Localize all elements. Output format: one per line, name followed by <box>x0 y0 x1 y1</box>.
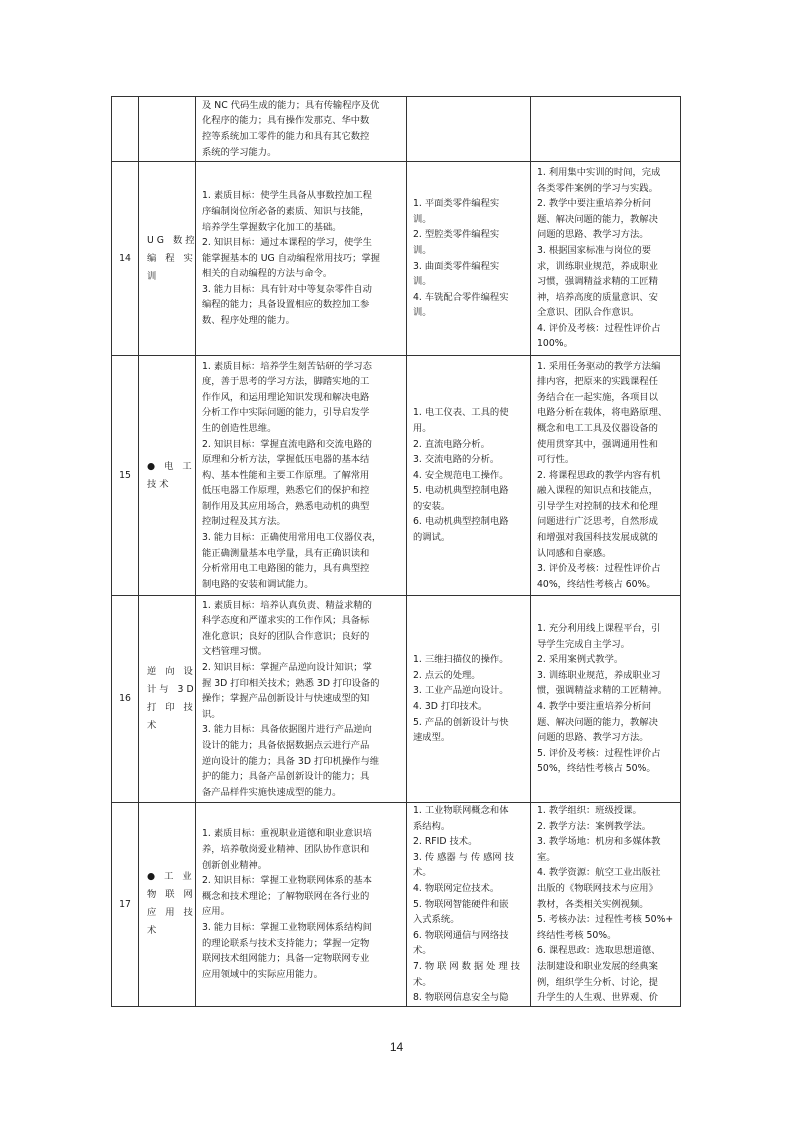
requirement-line: 4. 评价及考核：过程性评价占 <box>537 322 661 334</box>
course-number-cell <box>112 803 139 1007</box>
objective-line: 概念和技术理论；了解物联网在各行业的 <box>202 890 370 902</box>
requirement-line: 各类零件案例的学习与实践。 <box>537 182 658 194</box>
requirement-line: 和增强对我国科技发展成就的 <box>537 532 658 544</box>
objective-line: 设计的能力；具备依据数据点云进行产品 <box>202 739 370 751</box>
objective-line: 能正确测量基本电学量，具有正确识读和 <box>202 547 370 559</box>
course-name-cell <box>139 97 196 162</box>
objective-line: 控制过程及其方法。 <box>202 516 286 528</box>
course-number: 15 <box>119 469 131 481</box>
objective-line: 握 3D 打印相关技术；熟悉 3D 打印设备的 <box>202 677 380 689</box>
requirement-line: 出版的《物联网技术与应用》 <box>537 882 658 894</box>
requirement-line: 3. 评价及考核：过程性评价占 <box>537 563 661 575</box>
content-line: 4. 安全规范电工操作。 <box>413 469 509 481</box>
objective-line: 2. 知识目标：掌握产品逆向设计知识；掌 <box>202 662 372 674</box>
objective-line: 护的能力；具备产品创新设计的能力；具 <box>202 771 370 783</box>
content-line: 1. 平面类零件编程实 <box>413 198 500 210</box>
requirement-line: 问题进行广泛思考，自然形成 <box>537 516 658 528</box>
content-line: 4. 3D 打印技术。 <box>413 701 488 712</box>
content-line: 1. 三维扫描仪的操作。 <box>413 654 509 666</box>
objective-line: 2. 知识目标：通过本课程的学习，使学生 <box>202 237 372 249</box>
content-line: 速成型。 <box>413 732 451 744</box>
objectives-cell <box>196 97 407 162</box>
course-number-cell <box>112 97 139 162</box>
course-name-cell <box>139 162 196 356</box>
objective-line: 度，善于思考的学习方法，脚踏实地的工 <box>202 376 370 388</box>
objective-line: 控等系统加工零件的能力和具有其它数控 <box>202 131 370 142</box>
requirement-line: 电路分析在载体，将电路原理、 <box>537 407 668 419</box>
course-name-line: 术 <box>147 925 160 937</box>
requirement-line: 求，训练职业规范，养成职业 <box>537 260 658 272</box>
objective-line: 1. 素质目标：培养学生刻苦钻研的学习态 <box>202 360 372 372</box>
objective-line: 备产品样件实施快速成型的能力。 <box>202 786 342 798</box>
course-name-line: UG 数控 <box>147 234 198 246</box>
content-line: 3. 工业产品逆向设计。 <box>413 685 509 697</box>
requirement-line: 5. 考核办法：过程性考核 50%+ <box>537 914 674 926</box>
objective-line: 作作风，和运用理论知识发现和解决电路 <box>202 391 370 403</box>
objective-line: 2. 知识目标：掌握工业物联网体系的基本 <box>202 875 372 887</box>
requirement-line: 导学生完成自主学习。 <box>537 638 630 650</box>
content-line: 5. 物联网智能硬件和嵌 <box>413 898 509 910</box>
content-line: 的安装。 <box>413 500 451 512</box>
course-number-cell <box>112 356 139 596</box>
objective-line: 3. 能力目标：掌握工业物联网体系结构间 <box>202 921 372 933</box>
course-number-cell <box>112 596 139 803</box>
content-line: 训。 <box>413 307 432 319</box>
requirement-line: 教材，各类相关实例视频。 <box>537 898 649 910</box>
requirement-line: 1. 采用任务驱动的教学方法编 <box>537 360 661 372</box>
content-line: 2. 型腔类零件编程实 <box>413 229 500 241</box>
requirement-line: 3. 根据国家标准与岗位的要 <box>537 244 652 256</box>
requirement-line: 4. 教学中要注重培养分析问 <box>537 701 652 712</box>
content-line: 3. 交流电路的分析。 <box>413 454 500 466</box>
objective-line: 1. 素质目标：使学生具备从事数控加工程 <box>202 190 372 202</box>
content-line: 1. 工业物联网概念和体 <box>413 805 509 816</box>
requirement-line: 神，培养高度的质量意识、安 <box>537 291 658 303</box>
requirement-line: 融入课程的知识点和技能点， <box>537 485 658 497</box>
requirement-line: 务结合在一起实施，各项目以 <box>537 391 658 403</box>
course-name-line: 逆 向 设 <box>147 666 196 677</box>
objective-line: 的理论联系与技术支持能力；掌握一定物 <box>202 937 370 949</box>
objective-line: 科学态度和严谨求实的工作作风；具备标 <box>202 615 370 627</box>
objectives-cell <box>196 803 407 1007</box>
objective-line: 1. 素质目标：重视职业道德和职业意识培 <box>202 828 372 840</box>
course-name-line: ● 电 工 <box>147 460 195 472</box>
course-name-line: 编 程 实 <box>147 252 196 264</box>
requirement-line: 3. 训练职业规范，养成职业习 <box>537 669 661 681</box>
content-line: 4. 物联网定位技术。 <box>413 882 500 894</box>
content-line: 2. 直流电路分析。 <box>413 438 490 450</box>
requirement-line: 问题的思路、教学习方法。 <box>537 229 649 241</box>
requirement-line: 5. 评价及考核：过程性评价占 <box>537 747 661 759</box>
content-line: 6. 物联网通信与网络技 <box>413 929 509 941</box>
objective-line: 逆向设计的能力；具备 3D 打印机操作与维 <box>202 755 380 767</box>
course-name-line: 物 联 网 <box>147 889 196 901</box>
objective-line: 数、程序处理的能力。 <box>202 315 295 327</box>
course-name-line: 训 <box>147 270 160 282</box>
content-line: 的调试。 <box>413 532 451 544</box>
content-line: 8. 物联网信息安全与隐 <box>413 992 509 1004</box>
page-number: 14 <box>389 1040 404 1054</box>
requirement-line: 1. 充分利用线上课程平台，引 <box>537 623 661 635</box>
requirement-line: 例，组织学生分析、讨论，提 <box>537 976 658 988</box>
content-line: 3. 传 感器 与 传 感网 技 <box>413 851 514 863</box>
course-name-line: 计与 3D <box>147 684 197 695</box>
table-row <box>112 356 681 596</box>
objectives-cell <box>196 596 407 803</box>
table-row <box>112 596 681 803</box>
objective-line: 化程序的能力；具有操作发那克、华中数 <box>202 115 370 127</box>
content-line: 术。 <box>413 945 432 957</box>
objectives-cell <box>196 162 407 356</box>
table-row <box>112 803 681 1007</box>
content-line: 训。 <box>413 244 432 256</box>
objective-line: 操作；掌握产品创新设计与快速成型的知 <box>202 693 370 705</box>
course-name-cell <box>139 596 196 803</box>
requirement-line: 50%，终结性考核占 50%。 <box>537 763 656 775</box>
course-name-line: 打 印 技 <box>147 702 196 713</box>
objective-line: 制电路的安装和调试能力。 <box>202 578 314 590</box>
objective-line: 3. 能力目标：正确使用常用电工仪器仪表， <box>202 532 382 544</box>
objective-line: 相关的自动编程的方法与命令。 <box>202 268 333 280</box>
objective-line: 3. 能力目标：具有针对中等复杂零件自动 <box>202 283 372 295</box>
course-name-line: 应 用 技 <box>147 907 196 919</box>
objective-line: 低压电器工作原理，熟悉它们的保护和控 <box>202 485 370 497</box>
course-name-line: 术 <box>147 720 160 731</box>
requirements-cell <box>531 162 681 356</box>
objective-line: 原理和分析方法，掌握低压电器的基本结 <box>202 454 370 466</box>
requirement-line: 室。 <box>537 851 556 863</box>
requirements-cell <box>531 596 681 803</box>
course-name-cell <box>139 356 196 596</box>
table-row <box>112 97 681 162</box>
requirement-line: 全意识、团队合作意识。 <box>537 307 640 319</box>
course-name-cell <box>139 803 196 1007</box>
objective-line: 创新创业精神。 <box>202 859 268 871</box>
content-line: 5. 产品的创新设计与快 <box>413 716 509 728</box>
requirement-line: 4. 教学资源：航空工业出版社 <box>537 867 661 879</box>
course-number: 17 <box>119 898 131 910</box>
content-line: 训。 <box>413 213 432 225</box>
table-row <box>112 162 681 356</box>
content-line: 3. 曲面类零件编程实 <box>413 260 500 272</box>
requirement-line: 2. 教学中要注重培养分析问 <box>537 198 652 210</box>
course-name-line: ● 工 业 <box>147 871 195 883</box>
objective-line: 序编制岗位所必备的素质、知识与技能， <box>202 205 370 217</box>
requirement-line: 1. 利用集中实训的时间，完成 <box>537 166 661 178</box>
requirement-line: 升学生的人生观、世界观、价 <box>537 992 658 1004</box>
content-line: 2. 点云的处理。 <box>413 669 481 681</box>
curriculum-table <box>111 96 681 1007</box>
objective-line: 能掌握基本的 UG 自动编程常用技巧；掌握 <box>202 252 380 264</box>
objective-line: 构、基本性能和主要工作原理。了解常用 <box>202 469 370 481</box>
objective-line: 培养学生掌握数字化加工的基础。 <box>202 221 342 233</box>
content-line: 2. RFID 技术。 <box>413 836 478 848</box>
objectives-cell <box>196 356 407 596</box>
content-cell <box>407 803 531 1007</box>
requirements-cell <box>531 803 681 1007</box>
requirement-line: 2. 将课程思政的教学内容有机 <box>537 469 661 481</box>
objective-line: 生的创造性思维。 <box>202 422 277 434</box>
requirement-line: 100%。 <box>537 338 573 350</box>
course-number-cell <box>112 162 139 356</box>
content-line: 术。 <box>413 976 432 988</box>
requirement-line: 排内容，把原来的实践课程任 <box>537 376 658 388</box>
objective-line: 1. 素质目标：培养认真负责、精益求精的 <box>202 599 372 611</box>
objective-line: 编程的能力；具备设置相应的数控加工参 <box>202 299 370 311</box>
objective-line: 3. 能力目标：具备依据图片进行产品逆向 <box>202 724 372 736</box>
content-line: 训。 <box>413 276 432 288</box>
requirement-line: 习惯，强调精益求精的工匠精 <box>537 276 658 288</box>
objective-line: 应用领域中的实际应用能力。 <box>202 968 323 980</box>
objective-line: 2. 知识目标：掌握直流电路和交流电路的 <box>202 438 372 450</box>
requirement-line: 1. 教学组织：班级授课。 <box>537 805 642 816</box>
content-line: 7. 物 联 网 数 据 处 理 技 <box>413 960 520 972</box>
requirement-line: 3. 教学场地：机房和多媒体教 <box>537 836 661 848</box>
requirements-cell <box>531 97 681 162</box>
content-line: 1. 电工仪表、工具的使 <box>413 407 509 419</box>
requirement-line: 使用贯穿其中，强调通用性和 <box>537 438 658 450</box>
content-line: 入式系统。 <box>413 914 460 926</box>
objective-line: 联网技术组网能力；具备一定物联网专业 <box>202 953 370 965</box>
objective-line: 制作用及其应用场合，熟悉电动机的典型 <box>202 500 370 512</box>
course-number: 14 <box>119 252 131 264</box>
content-cell <box>407 162 531 356</box>
requirement-line: 6. 课程思政：选取思想道德、 <box>537 945 661 957</box>
requirement-line: 终结性考核 50%。 <box>537 929 617 941</box>
objective-line: 识。 <box>202 708 221 720</box>
content-line: 6. 电动机典型控制电路 <box>413 516 509 528</box>
course-name-line: 技术 <box>147 478 172 490</box>
requirement-line: 法制建设和职业发展的经典案 <box>537 960 658 972</box>
requirement-line: 惯，强调精益求精的工匠精神。 <box>537 685 668 697</box>
requirement-line: 引导学生对控制的技术和伦理 <box>537 500 658 512</box>
objective-line: 系统的学习能力。 <box>202 146 277 158</box>
requirement-line: 2. 教学方法：案例教学法。 <box>537 820 652 832</box>
table-body <box>112 97 681 1007</box>
content-cell <box>407 596 531 803</box>
objective-line: 养，培养敬岗爱业精神、团队协作意识和 <box>202 843 370 855</box>
objective-line: 文档管理习惯。 <box>202 646 268 658</box>
content-line: 用。 <box>413 422 432 434</box>
objective-line: 分析工作中实际问题的能力，引导启发学 <box>202 407 370 419</box>
content-line: 系结构。 <box>413 820 451 832</box>
objective-line: 及 NC 代码生成的能力；具有传输程序及优 <box>202 99 380 111</box>
content-line: 术。 <box>413 867 432 879</box>
objective-line: 分析常用电工电路图的能力，具有典型控 <box>202 563 370 575</box>
requirement-line: 2. 采用案例式教学。 <box>537 654 624 666</box>
requirements-cell <box>531 356 681 596</box>
requirement-line: 问题的思路、教学习方法。 <box>537 732 649 744</box>
requirement-line: 认同感和自豪感。 <box>537 547 612 559</box>
requirement-line: 题、解决问题的能力，教解决 <box>537 213 658 225</box>
requirement-line: 40%，终结性考核占 60%。 <box>537 578 656 590</box>
course-number: 16 <box>119 693 131 705</box>
requirement-line: 概念和电工工具及仪器设备的 <box>537 422 658 434</box>
content-cell <box>407 356 531 596</box>
content-line: 4. 车铣配合零件编程实 <box>413 291 509 303</box>
requirement-line: 可行性。 <box>537 454 575 466</box>
requirement-line: 题、解决问题的能力，教解决 <box>537 716 658 728</box>
content-cell <box>407 97 531 162</box>
objective-line: 准化意识；良好的团队合作意识；良好的 <box>202 630 370 642</box>
objective-line: 应用。 <box>202 906 230 918</box>
content-line: 5. 电动机典型控制电路 <box>413 485 509 497</box>
